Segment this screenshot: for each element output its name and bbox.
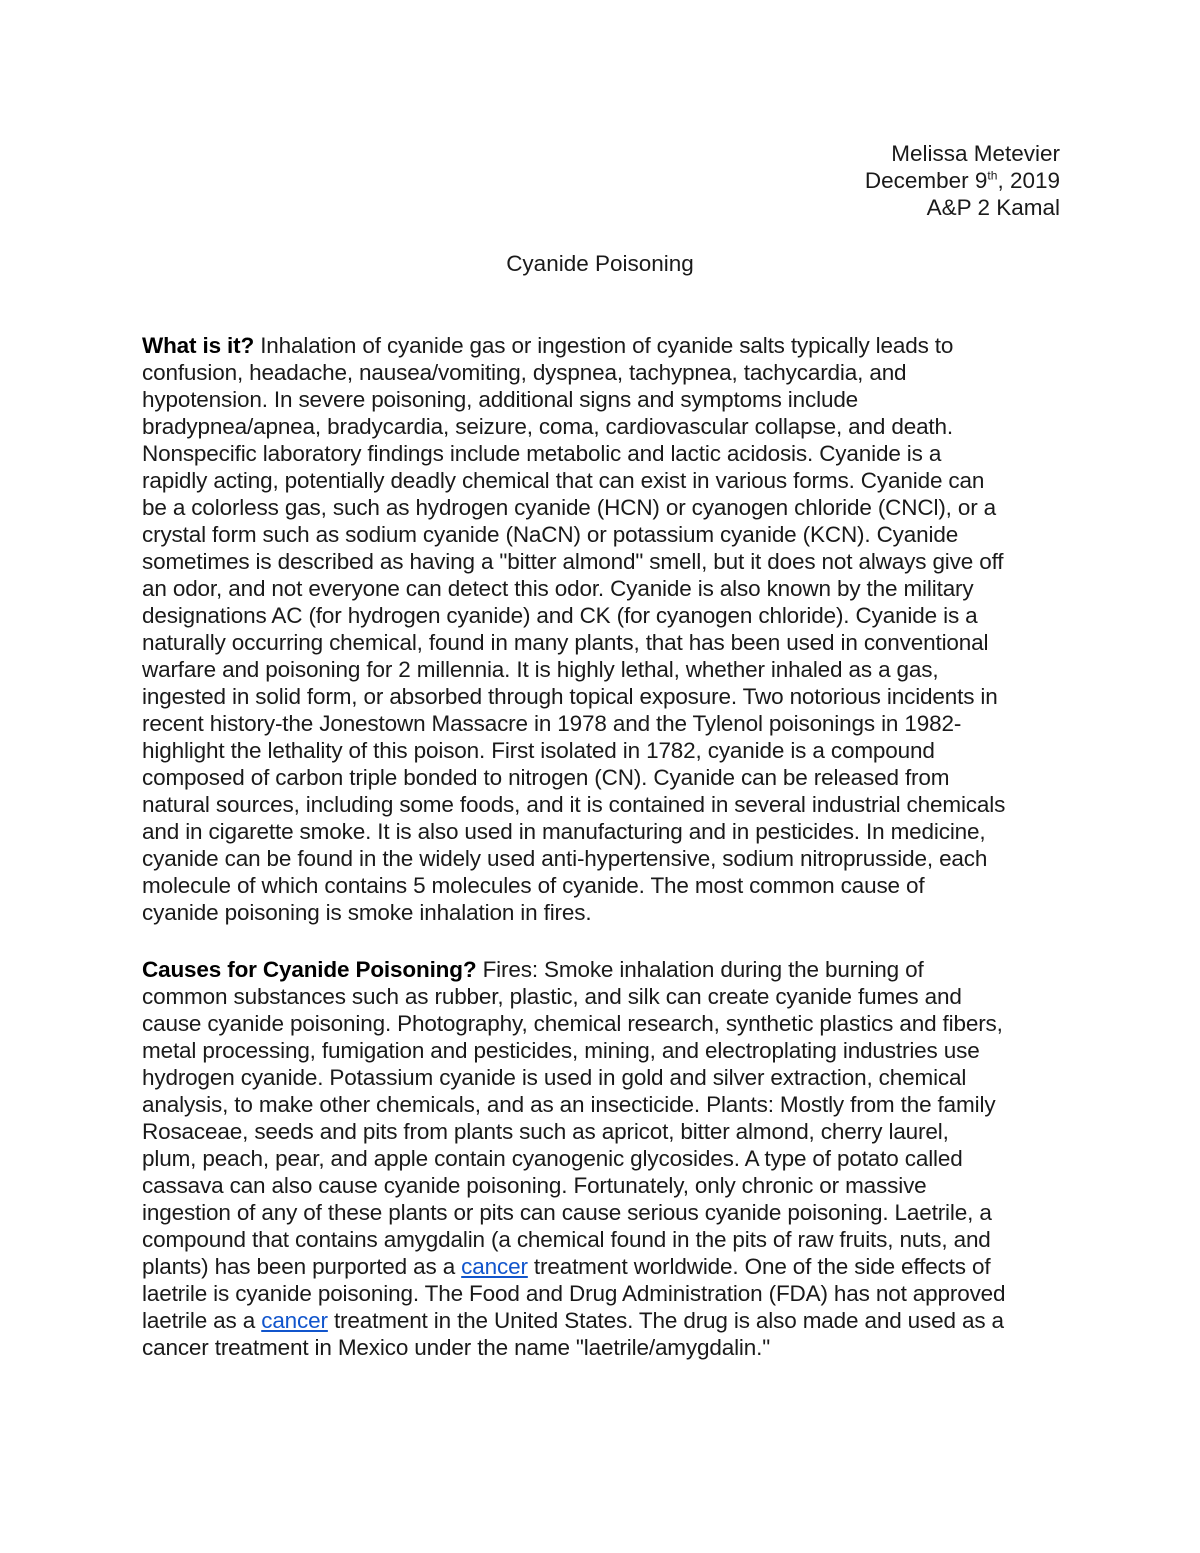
course-name: A&P 2 Kamal bbox=[926, 195, 1060, 220]
paragraph-line bbox=[142, 956, 1062, 983]
section-what-is-it bbox=[142, 332, 1062, 926]
paragraph-line bbox=[142, 332, 1062, 359]
paragraph-line: common substances such as rubber, plastic, and silk can create cyanide fumes and bbox=[142, 984, 962, 1009]
paragraph-line: cassava can also cause cyanide poisoning. Fortunately, only chronic or massive bbox=[142, 1173, 927, 1198]
date-suffix: , 2019 bbox=[997, 168, 1060, 193]
cancer-link[interactable]: cancer bbox=[261, 1308, 328, 1333]
cancer-link[interactable]: cancer bbox=[461, 1254, 528, 1279]
paragraph-line: cyanide can be found in the widely used anti-hypertensive, sodium nitroprusside, each bbox=[142, 846, 988, 871]
paragraph-line: cancer treatment in Mexico under the name "laetrile/amygdalin." bbox=[142, 1335, 771, 1360]
paragraph-line: sometimes is described as having a "bitter almond" smell, but it does not always give off bbox=[142, 549, 1004, 574]
paragraph-line: naturally occurring chemical, found in many plants, that has been used in conventional bbox=[142, 630, 989, 655]
paragraph-line: plum, peach, pear, and apple contain cyanogenic glycosides. A type of potato called bbox=[142, 1146, 963, 1171]
paragraph-line: recent history-the Jonestown Massacre in 1978 and the Tylenol poisonings in 1982- bbox=[142, 711, 962, 736]
date-ordinal: th bbox=[987, 168, 998, 183]
paragraph-line: designations AC (for hydrogen cyanide) and CK (for cyanogen chloride). Cyanide is a bbox=[142, 603, 978, 628]
section-heading: What is it? bbox=[142, 333, 255, 358]
paragraph-line: laetrile is cyanide poisoning. The Food and Drug Administration (FDA) has not approved bbox=[142, 1281, 1006, 1306]
paragraph-line: hydrogen cyanide. Potassium cyanide is used in gold and silver extraction, chemical bbox=[142, 1065, 967, 1090]
paragraph-line: cause cyanide poisoning. Photography, chemical research, synthetic plastics and fibers, bbox=[142, 1011, 1003, 1036]
section-causes bbox=[142, 956, 1062, 1361]
paragraph-line: crystal form such as sodium cyanide (NaCN) or potassium cyanide (KCN). Cyanide bbox=[142, 522, 959, 547]
paragraph-line: analysis, to make other chemicals, and as an insecticide. Plants: Mostly from the family bbox=[142, 1092, 996, 1117]
paragraph-text: Inhalation of cyanide gas or ingestion of cyanide salts typically leads to bbox=[254, 333, 954, 358]
paragraph-text: treatment worldwide. One of the side effects of bbox=[527, 1254, 991, 1279]
paragraph-text: laetrile as a bbox=[142, 1308, 262, 1333]
paragraph-line: metal processing, fumigation and pesticides, mining, and electroplating industries use bbox=[142, 1038, 980, 1063]
paragraph-text: plants) has been purported as a bbox=[142, 1254, 462, 1279]
paragraph-line: cyanide poisoning is smoke inhalation in fires. bbox=[142, 900, 592, 925]
paragraph-line: composed of carbon triple bonded to nitrogen (CN). Cyanide can be released from bbox=[142, 765, 950, 790]
paragraph-line: Nonspecific laboratory findings include metabolic and lactic acidosis. Cyanide is a bbox=[142, 441, 942, 466]
paragraph-text: treatment in the United States. The drug is also made and used as a bbox=[327, 1308, 1004, 1333]
paragraph-line: bradypnea/apnea, bradycardia, seizure, coma, cardiovascular collapse, and death. bbox=[142, 414, 953, 439]
paragraph-text: Fires: Smoke inhalation during the burning of bbox=[476, 957, 924, 982]
document-date bbox=[865, 167, 1060, 194]
paragraph-line bbox=[142, 1253, 1062, 1280]
date-prefix: December 9 bbox=[864, 168, 988, 193]
paragraph-line: and in cigarette smoke. It is also used in manufacturing and in pesticides. In medicine, bbox=[142, 819, 986, 844]
paragraph-line: hypotension. In severe poisoning, additional signs and symptoms include bbox=[142, 387, 859, 412]
paragraph-line: warfare and poisoning for 2 millennia. It is highly lethal, whether inhaled as a gas, bbox=[142, 657, 939, 682]
document-header bbox=[865, 140, 1060, 221]
paragraph-line: an odor, and not everyone can detect this odor. Cyanide is also known by the military bbox=[142, 576, 974, 601]
paragraph-line: ingested in solid form, or absorbed through topical exposure. Two notorious incidents in bbox=[142, 684, 998, 709]
section-heading: Causes for Cyanide Poisoning? bbox=[142, 957, 477, 982]
paragraph-line: natural sources, including some foods, and it is contained in several industrial chemicals bbox=[142, 792, 1006, 817]
paragraph-line: rapidly acting, potentially deadly chemical that can exist in various forms. Cyanide can bbox=[142, 468, 985, 493]
paragraph-line bbox=[142, 1307, 1062, 1334]
paragraph-line: molecule of which contains 5 molecules of cyanide. The most common cause of bbox=[142, 873, 925, 898]
document-title: Cyanide Poisoning bbox=[506, 251, 694, 276]
paragraph-line: be a colorless gas, such as hydrogen cyanide (HCN) or cyanogen chloride (CNCl), or a bbox=[142, 495, 997, 520]
paragraph-line: ingestion of any of these plants or pits can cause serious cyanide poisoning. Laetrile, a bbox=[142, 1200, 992, 1225]
paragraph-line: confusion, headache, nausea/vomiting, dyspnea, tachypnea, tachycardia, and bbox=[142, 360, 907, 385]
author-name: Melissa Metevier bbox=[891, 141, 1060, 166]
paragraph-line: Rosaceae, seeds and pits from plants such as apricot, bitter almond, cherry laurel, bbox=[142, 1119, 949, 1144]
paragraph-line: highlight the lethality of this poison. First isolated in 1782, cyanide is a compound bbox=[142, 738, 935, 763]
paragraph-line: compound that contains amygdalin (a chemical found in the pits of raw fruits, nuts, and bbox=[142, 1227, 991, 1252]
